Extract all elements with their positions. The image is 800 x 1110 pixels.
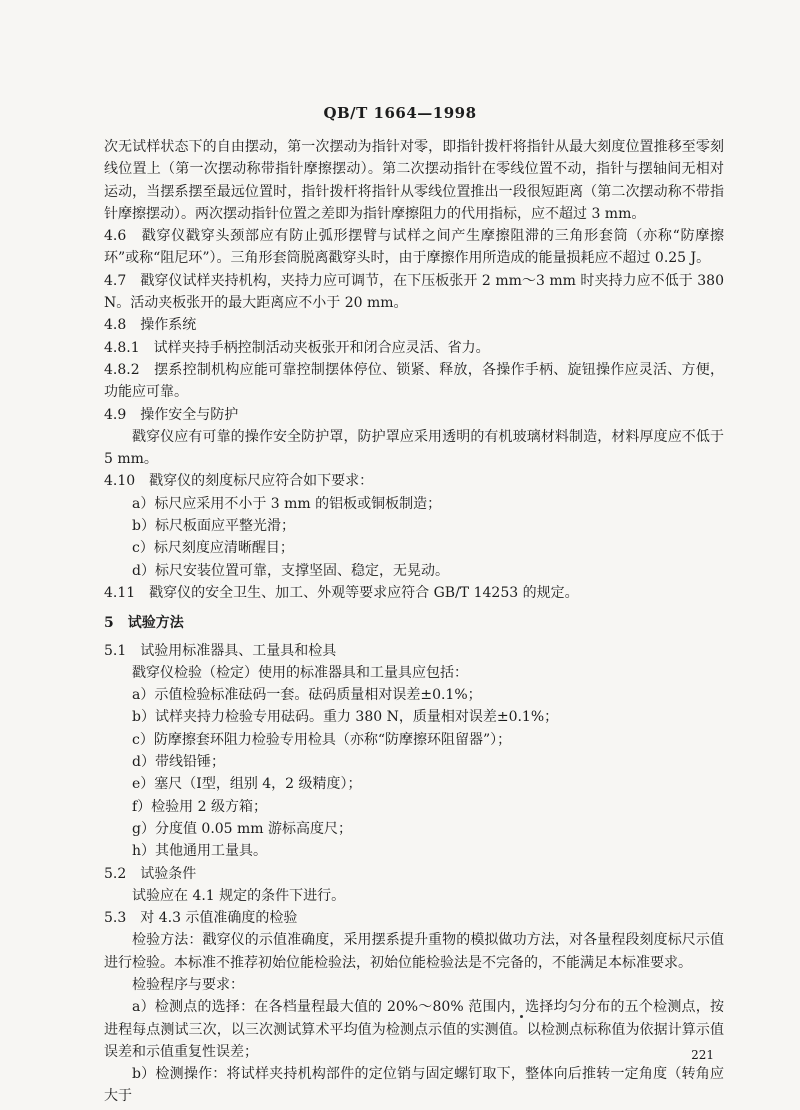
paragraph: 5.1 试验用标准器具、工量具和检具	[104, 642, 337, 659]
paragraph: 试验应在 4.1 规定的条件下进行。	[132, 887, 346, 904]
paragraph: 检验方法：戳穿仪的示值准确度，采用摆系提升重物的模拟做功方法，对各量程段刻度标尺示值进行检验。本标准不推荐初始位能检验法，初始位能检验法是不完备的，不能满足本标准要求。	[104, 932, 724, 971]
paragraph: 5.2 试验条件	[104, 865, 197, 882]
paragraph: a）示值检验标准砝码一套。砝码质量相对误差±0.1%；	[132, 687, 482, 704]
paragraph: d）带线铅锤；	[132, 754, 225, 771]
paragraph: h）其他通用工量具。	[132, 843, 268, 860]
standard-header: QB/T 1664—1998	[323, 104, 477, 122]
paragraph: 4.9 操作安全与防护	[104, 406, 239, 423]
paragraph: b）检测操作：将试样夹持机构部件的定位销与固定螺钉取下，整体向后推转一定角度（转角应大于	[104, 1066, 724, 1105]
paragraph: 戳穿仪应有可靠的操作安全防护罩，防护罩应采用透明的有机玻璃材料制造，材料厚度应不低于 5 mm。	[104, 428, 724, 468]
paragraph: g）分度值 0.05 mm 游标高度尺；	[132, 820, 353, 837]
paragraph: a）检测点的选择：在各档量程最大值的 20%～80% 范围内，选择均匀分布的五个检测点，按进程每点测试三次，以三次测试算术平均值为检测点示值的实测值。以检测点标称值为依据计算示值误差和示值重复性误差；	[104, 999, 724, 1060]
page-number: 221	[691, 1048, 714, 1062]
paragraph: 4.8 操作系统	[104, 317, 197, 334]
paragraph: c）标尺刻度应清晰醒目；	[132, 540, 294, 557]
paragraph: 4.8.1 试样夹持手柄控制活动夹板张开和闭合应灵活、省力。	[104, 339, 490, 356]
paragraph: 次无试样状态下的自由摆动，第一次摆动为指针对零，即指针拨杆将指针从最大刻度位置推移至零刻线位置上（第一次摆动称带指针摩擦摆动）。第二次摆动指针在零线位置不动，指针与摆轴间无相对运动，当摆系摆至最远位置时，指针拨杆将指针从零线位置推出一段很短距离（第二次摆动称不带指针摩擦摆动）。两次摆动指针位置之差即为指针摩擦阻力的代用指标，应不超过 3 mm。	[104, 139, 724, 222]
paragraph: b）试样夹持力检验专用砝码。重力 380 N，质量相对误差±0.1%；	[132, 709, 559, 726]
paragraph: 5.3 对 4.3 示值准确度的检验	[104, 910, 298, 927]
paragraph: a）标尺应采用不小于 3 mm 的铝板或铜板制造；	[132, 495, 442, 512]
paragraph: c）防摩擦套环阻力检验专用检具（亦称“防摩擦环阻留器”）；	[132, 731, 512, 748]
paragraph: 4.7 戳穿仪试样夹持机构，夹持力应可调节，在下压板张开 2 mm～3 mm 时夹持力应不低于 380 N。活动夹板张开的最大距离应不小于 20 mm。	[104, 272, 724, 312]
paragraph: b）标尺板面应平整光滑；	[132, 518, 295, 535]
paragraph: 5 试验方法	[104, 615, 184, 632]
paragraph: 戳穿仪检验（检定）使用的标准器具和工量具应包括：	[132, 664, 468, 681]
paragraph: d）标尺安装位置可靠，支撑坚固、稳定，无晃动。	[132, 562, 449, 579]
paragraph: 4.6 戳穿仪戳穿头颈部应有防止弧形摆臂与试样之间产生摩擦阻滞的三角形套筒（亦称“防摩擦环”或称“阻尼环”）。三角形套筒脱离戳穿头时，由于摩擦作用所造成的能量损耗应不超过 0.25 J。	[104, 228, 724, 267]
paragraph: 4.10 戳穿仪的刻度标尺应符合如下要求：	[104, 473, 374, 490]
speck-mark	[520, 1015, 523, 1018]
paragraph: 4.8.2 摆系控制机构应能可靠控制摆体停位、锁紧、释放，各操作手柄、旋钮操作应灵活、方便，功能应可靠。	[104, 361, 724, 401]
paragraph: 检验程序与要求：	[132, 976, 244, 993]
paragraph: 4.11 戳穿仪的安全卫生、加工、外观等要求应符合 GB/T 14253 的规定。	[104, 584, 579, 601]
paragraph: e）塞尺（Ⅰ型，组别 4，2 级精度）；	[132, 776, 362, 793]
body-text	[104, 136, 724, 1108]
paragraph: f）检验用 2 级方箱；	[132, 798, 267, 815]
